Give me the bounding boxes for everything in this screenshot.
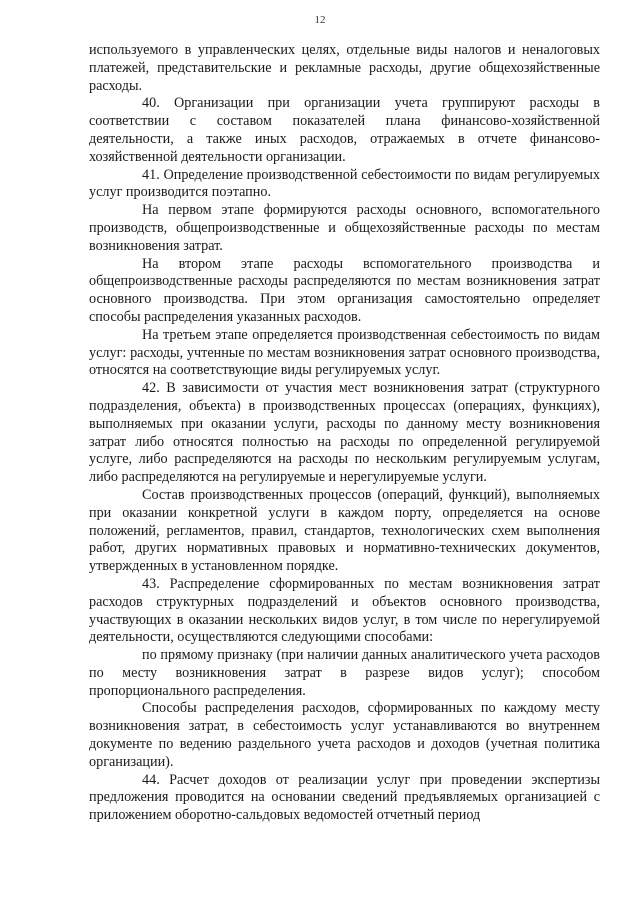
paragraph-41: 41. Определение производственной себестоимости по видам регулируемых услуг производится поэтапно. bbox=[89, 166, 600, 201]
paragraph-stage-3: На третьем этапе определяется производственная себестоимость по видам услуг: расходы, учтенные по местам возникновения затрат основного производства, относятся на соответствующие виды регулируемых услуг. bbox=[89, 326, 600, 379]
paragraph-continuation: используемого в управленческих целях, отдельные виды налогов и неналоговых платежей, представительские и рекламные расходы, другие общехозяйственные расходы. bbox=[89, 42, 600, 94]
paragraph-processes: Состав производственных процессов (операций, функций), выполняемых при оказании конкретной услуги в каждом порту, определяется на основе положений, регламентов, правил, стандартов, технологических схем выполнения работ, других нормативных правовых и нормативно-технических документов, утвержденных в установленном порядке. bbox=[89, 486, 600, 575]
paragraph-stage-2: На втором этапе расходы вспомогательного производства и общепроизводственные расходы распределяются по местам возникновения затрат основного производства. При этом организация самостоятельно определяет способы распределения указанных расходов. bbox=[89, 255, 600, 325]
paragraph-methods: по прямому признаку (при наличии данных аналитического учета расходов по месту возникновения затрат в разрезе видов услуг); способом пропорционального распределения. bbox=[89, 647, 600, 699]
paragraph-44: 44. Расчет доходов от реализации услуг при проведении экспертизы предложения проводится на основании сведений предъявляемых организацией с приложением оборотно-сальдовых ведомостей отчетный период bbox=[89, 771, 600, 824]
document-body bbox=[89, 42, 600, 825]
paragraph-distribution: Способы распределения расходов, сформированных по каждому месту возникновения затрат, в себестоимость услуг устанавливаются во внутреннем документе по ведению раздельного учета расходов и доходов (учетная политика организации). bbox=[89, 700, 600, 770]
paragraph-stage-1: На первом этапе формируются расходы основного, вспомогательного производств, общепроизводственные и общехозяйственные расходы по местам возникновения затрат. bbox=[89, 202, 600, 254]
paragraph-40: 40. Организации при организации учета группируют расходы в соответствии с составом показателей плана финансово-хозяйственной деятельности, а также иных расходов, отражаемых в отчете финансово-хозяйственной деятельности организации. bbox=[89, 95, 600, 165]
paragraph-42: 42. В зависимости от участия мест возникновения затрат (структурного подразделения, объекта) в производственных процессах (операциях, функциях), выполняемых при оказании услуги, расходы по данному месту возникновения затрат либо относятся полностью на расходы по определенной регулируемой услуге, либо распределяются на расходы по нескольким регулируемым услугам, либо распределяются на регулируемые и нерегулируемые услуги. bbox=[89, 380, 600, 486]
page-number: 12 bbox=[314, 14, 326, 26]
paragraph-43: 43. Распределение сформированных по местам возникновения затрат расходов структурных подразделений и объектов основного производства, участвующих в оказании нескольких видов услуг, в том числе по нерегулируемой деятельности, осуществляются следующими способами: bbox=[89, 575, 600, 646]
